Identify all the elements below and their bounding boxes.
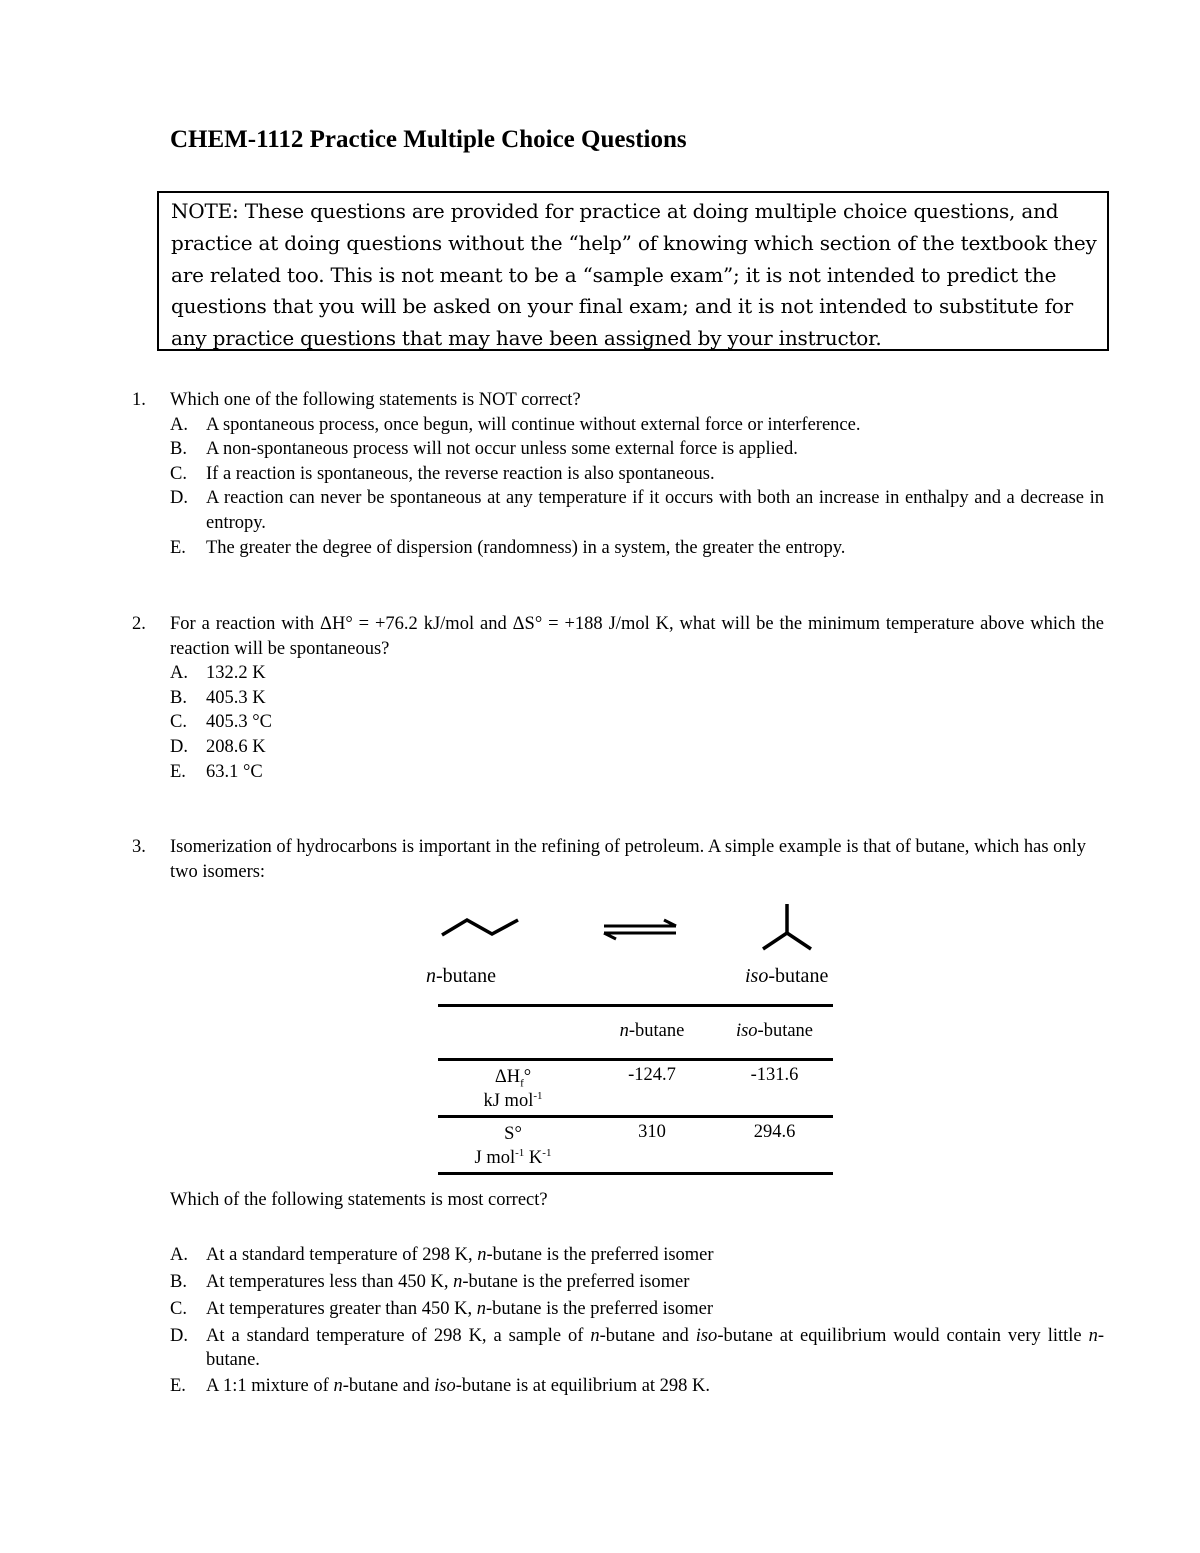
- cell-n-butane: 310: [638, 1122, 666, 1142]
- cell-iso-butane: 294.6: [753, 1122, 796, 1142]
- option-list: [132, 413, 1104, 561]
- question-number: 3.: [132, 837, 146, 857]
- option-letter: E.: [170, 761, 186, 782]
- question-number: 1.: [132, 390, 146, 410]
- question-3-options: [132, 1242, 1104, 1400]
- option-text: A reaction can never be spontaneous at any temperature if it occurs with both an increase in enthalpy and a decrease in entropy.: [206, 488, 1104, 533]
- option-text: If a reaction is spontaneous, the reverse reaction is also spontaneous.: [206, 463, 715, 484]
- table-row-entropy: [438, 1117, 833, 1174]
- iso-butane-skeleton: [763, 904, 811, 949]
- option-c: C. At temperatures greater than 450 K, n-butane is the preferred isomer: [170, 1299, 714, 1320]
- option-a: [132, 413, 1104, 438]
- isomerization-equilibrium-figure: [420, 898, 860, 958]
- option-e: [132, 760, 1104, 785]
- table-row-enthalpy: [438, 1060, 833, 1117]
- option-e: [132, 536, 1104, 561]
- row-label: $\Delta H_f^\circ$ kJ mol$^{-1}$: [483, 1067, 543, 1111]
- option-letter: C.: [170, 463, 187, 484]
- option-b: [132, 686, 1104, 711]
- iso-butane-label: iso-butane: [745, 965, 829, 987]
- question-text: For a reaction with ΔH° = +76.2 kJ/mol and ΔS° = +188 J/mol K, what will be the minimum temperature above which the reaction will be spontaneous?: [170, 614, 1104, 659]
- option-b: B. At temperatures less than 450 K, n-butane is the preferred isomer: [170, 1272, 690, 1293]
- option-d: [132, 735, 1104, 760]
- option-a: A. At a standard temperature of 298 K, n-butane is the preferred isomer: [170, 1245, 714, 1265]
- table-header-row: [438, 1006, 833, 1060]
- option-d: D. At a standard temperature of 298 K, a sample of n-butane and iso-butane at equilibrium would contain very little n-butane.: [170, 1325, 1105, 1371]
- option-text: 132.2 K: [206, 663, 266, 684]
- question-3: [132, 835, 1104, 884]
- note-text: These questions are provided for practice at doing multiple choice questions, and practice at doing questions without the “help” of knowing which section of the textbook they are related too. This is not meant to be a “sample exam”; it is not intended to predict the questions that you will be asked on your final exam; and it is not intended to substitute for any practice questions that may have been assigned by your instructor.: [171, 199, 1097, 351]
- option-text: 63.1 °C: [206, 761, 263, 782]
- option-d: [132, 486, 1104, 535]
- option-text: 405.3 K: [206, 687, 266, 708]
- question-3-prompt: Which of the following statements is most correct?: [170, 1190, 548, 1210]
- option-text: A non-spontaneous process will not occur unless some external force is applied.: [206, 439, 798, 460]
- question-1: [132, 388, 1104, 560]
- option-letter: A.: [170, 663, 188, 684]
- thermo-data-table: [438, 1004, 833, 1175]
- row-label: S° J mol$^{-1}$ $K^{-1}$: [474, 1124, 552, 1168]
- question-number: 2.: [132, 614, 146, 634]
- option-a: [132, 661, 1104, 686]
- option-c: [132, 710, 1104, 735]
- header-iso-butane: iso-butane: [735, 1021, 814, 1041]
- note-label: NOTE:: [171, 199, 239, 223]
- option-list: [132, 661, 1104, 784]
- option-text: 208.6 K: [206, 736, 266, 757]
- option-text: The greater the degree of dispersion (randomness) in a system, the greater the entropy.: [206, 537, 846, 558]
- n-butane-label: n-butane: [426, 965, 496, 987]
- option-letter: A.: [170, 414, 188, 435]
- option-list: [132, 1242, 1104, 1400]
- option-letter: B.: [170, 439, 187, 460]
- question-text: Which one of the following statements is NOT correct?: [170, 390, 581, 410]
- cell-n-butane: -124.7: [628, 1065, 676, 1085]
- question-text: Isomerization of hydrocarbons is important in the refining of petroleum. A simple example is that of butane, which has only two isomers:: [170, 837, 1087, 882]
- option-letter: D.: [170, 736, 188, 757]
- option-letter: E.: [170, 537, 186, 558]
- butane-isomer-diagram: [420, 898, 860, 998]
- header-n-butane: n-butane: [619, 1021, 685, 1041]
- option-letter: C.: [170, 712, 187, 733]
- option-letter: B.: [170, 687, 187, 708]
- page-title: CHEM-1112 Practice Multiple Choice Questions: [170, 126, 687, 153]
- note-box: [157, 191, 1109, 351]
- equilibrium-arrows: [604, 920, 676, 939]
- option-letter: D.: [170, 488, 188, 509]
- n-butane-skeleton: [442, 920, 518, 935]
- option-c: [132, 462, 1104, 487]
- option-text: 405.3 °C: [206, 712, 272, 733]
- cell-iso-butane: -131.6: [750, 1065, 799, 1085]
- option-e: E. A 1:1 mixture of n-butane and iso-butane is at equilibrium at 298 K.: [170, 1375, 711, 1396]
- question-2: [132, 612, 1104, 784]
- header-blank: [438, 1006, 588, 1060]
- option-b: [132, 437, 1104, 462]
- option-text: A spontaneous process, once begun, will continue without external force or interference.: [206, 414, 861, 435]
